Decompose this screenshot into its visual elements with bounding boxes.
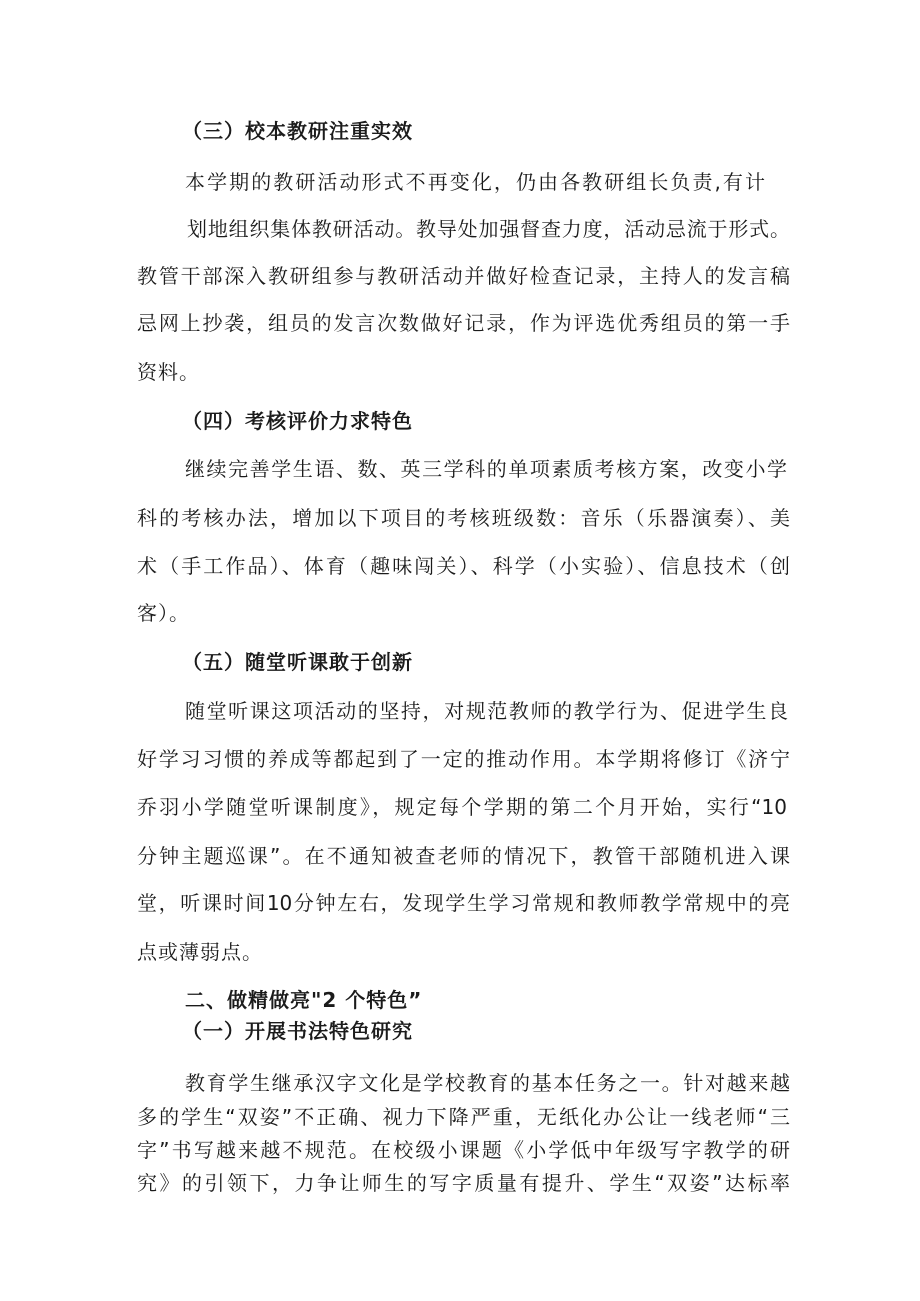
subsection-heading-1: （一）开展书法特色研究 [182, 1019, 413, 1043]
paragraph-line: 好学习习惯的养成等都起到了一定的推动作用。本学期将修订《济宁 [137, 747, 790, 771]
paragraph-line: 划地组织集体教研活动。教导处加强督查力度，活动忌流于形式。 [187, 217, 790, 241]
paragraph-line: 资料。 [137, 360, 200, 384]
paragraph-line: 点或薄弱点。 [137, 940, 263, 964]
paragraph-line: 术（手工作品）、体育（趣味闯关）、科学（小实验）、信息技术（创 [137, 554, 790, 578]
paragraph-line: 客）。 [137, 601, 190, 625]
paragraph-line: 教管干部深入教研组参与教研活动并做好检查记录，主持人的发言稿 [137, 264, 790, 288]
paragraph-line: 乔羽小学随堂听课制度》，规定每个学期的第二个月开始，实行“10 [137, 795, 787, 819]
section-heading-4: （四）考核评价力求特色 [182, 409, 413, 433]
paragraph-line: 随堂听课这项活动的坚持，对规范教师的教学行为、促进学生良 [185, 699, 788, 723]
paragraph-line: 多的学生“双姿”不正确、视力下降严重，无纸化办公让一线老师“三 [137, 1105, 790, 1129]
paragraph-line: 忌网上抄袭，组员的发言次数做好记录，作为评选优秀组员的第一手 [137, 311, 790, 335]
paragraph-line: 分钟主题巡课”。在不通知被查老师的情况下，教管干部随机进入课 [137, 844, 790, 868]
part-heading-2: 二、做精做亮"2 个特色” [185, 988, 423, 1012]
section-heading-3: （三）校本教研注重实效 [182, 119, 413, 143]
paragraph-line: 究》的引领下，力争让师生的写字质量有提升、学生“双姿”达标率 [137, 1171, 790, 1195]
paragraph-line: 科的考核办法，增加以下项目的考核班级数：音乐（乐器演奏）、美 [137, 506, 790, 530]
paragraph-line: 本学期的教研活动形式不再变化，仍由各教研组长负责,有计 [185, 170, 765, 194]
paragraph-line: 继续完善学生语、数、英三学科的单项素质考核方案，改变小学 [185, 457, 787, 481]
paragraph-line: 字”书写越来越不规范。在校级小课题《小学低中年级写字教学的研 [137, 1138, 790, 1162]
paragraph-line: 教育学生继承汉字文化是学校教育的基本任务之一。针对越来越 [185, 1071, 790, 1095]
paragraph-line: 堂，听课时间10分钟左右，发现学生学习常规和教师教学常规中的亮 [137, 891, 790, 915]
section-heading-5: （五）随堂听课敢于创新 [182, 650, 413, 674]
